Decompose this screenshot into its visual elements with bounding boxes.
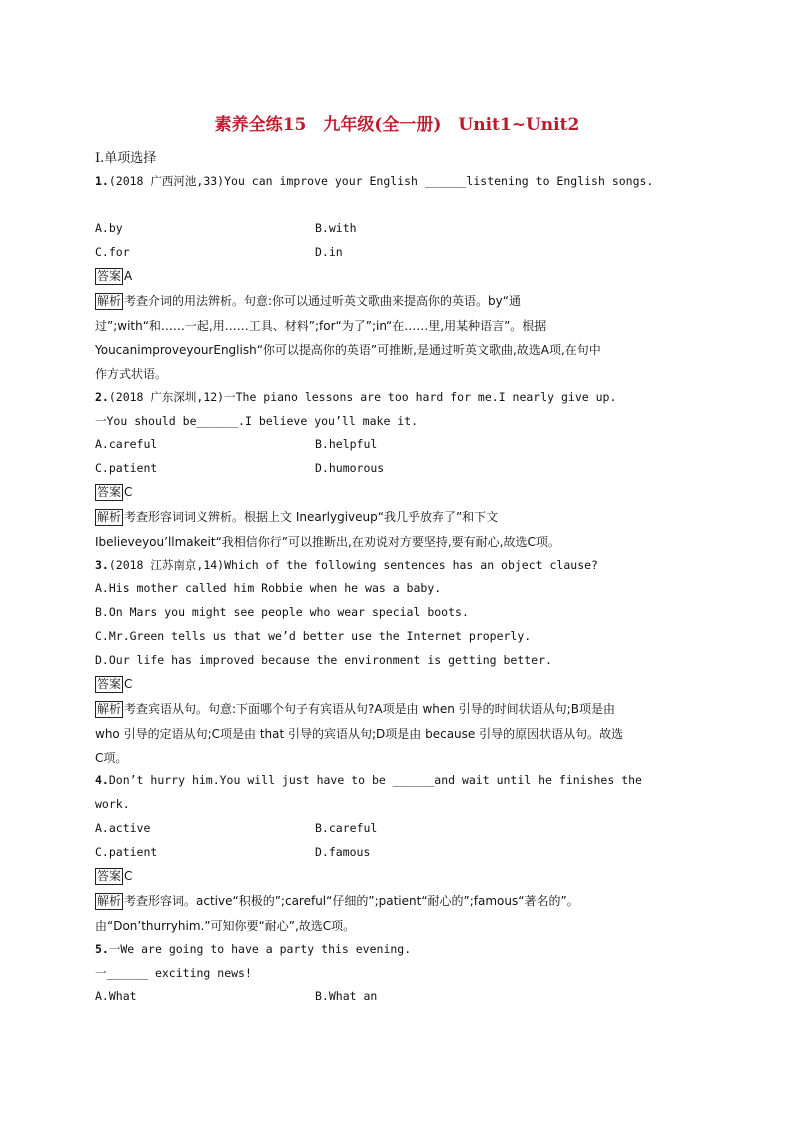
question-number: 5.	[95, 942, 109, 956]
option-a: A.careful	[95, 437, 158, 451]
option-d: D.in	[315, 245, 343, 259]
answer-tag: 答案	[97, 269, 122, 283]
question-5-options-row1	[95, 989, 378, 1003]
answer-tag: 答案	[97, 485, 122, 499]
page-title: 素养全练15 九年级(全一册) Unit1~Unit2	[214, 115, 580, 135]
option-a: A.What	[95, 989, 137, 1003]
option-a: A.by	[95, 221, 123, 235]
question-5-stem: 5.一We are going to have a party this evening.	[95, 942, 412, 956]
question-4-answer: 答案 C	[97, 869, 133, 883]
question-1-analysis-line2: 过”;with“和……一起,用……工具、材料”;for“为了”;in“在……里,用某种语言”。根据	[95, 319, 547, 333]
option-b: B.careful	[315, 821, 378, 835]
question-number: 4.	[95, 773, 109, 787]
question-3-stem: 3.(2018 江苏南京,14)Which of the following sentences has an object clause?	[95, 558, 598, 572]
question-3-analysis: 解析 考查宾语从句。句意:下面哪个句子有宾语从句?A项是由 when 引导的时间状语从句;B项是由	[97, 702, 615, 716]
question-2-options-row2	[95, 461, 385, 475]
option-c: C.for	[95, 245, 130, 259]
question-2-analysis-line2: Ibelieveyou’llmakeit“我相信你行”可以推断出,在劝说对方要坚持,要有耐心,故选C项。	[95, 535, 560, 549]
section-heading: Ⅰ.单项选择	[95, 151, 157, 166]
option-d: D.humorous	[315, 461, 385, 475]
question-1-options-row2	[95, 245, 343, 259]
answer-tag: 答案	[97, 677, 122, 691]
question-1-analysis-line4: 作方式状语。	[95, 367, 168, 381]
question-4-stem: 4.Don’t hurry him.You will just have to be ______and wait until he finishes the	[95, 773, 642, 787]
question-2-analysis: 解析 考查形容词词义辨析。根据上文 Inearlygiveup“我几乎放弃了”和下文	[97, 510, 499, 524]
option-c: C.patient	[95, 461, 158, 475]
question-3-option-c: C.Mr.Green tells us that we’d better use the Internet properly.	[95, 629, 532, 643]
question-number: 3.	[95, 558, 109, 572]
question-number: 1.	[95, 174, 109, 188]
analysis-tag: 解析	[97, 894, 122, 908]
analysis-tag: 解析	[97, 510, 122, 524]
analysis-tag: 解析	[97, 702, 122, 716]
question-number: 2.	[95, 390, 109, 404]
analysis-tag: 解析	[97, 294, 122, 308]
question-3-option-a: A.His mother called him Robbie when he was a baby.	[95, 581, 442, 595]
question-3-analysis-line2: who 引导的定语从句;C项是由 that 引导的宾语从句;D项是由 because 引导的原因状语从句。故选	[95, 727, 624, 741]
option-b: B.helpful	[315, 437, 378, 451]
question-3-option-b: B.On Mars you might see people who wear special boots.	[95, 605, 469, 619]
option-a: A.active	[95, 821, 151, 835]
question-3-answer: 答案 C	[97, 677, 133, 691]
question-4-analysis: 解析 考查形容词。active“积极的”;careful“仔细的”;patient“耐心的”;famous“著名的”。	[97, 894, 579, 908]
question-1-analysis: 解析 考查介词的用法辨析。句意:你可以通过听英文歌曲来提高你的英语。by“通	[97, 294, 521, 308]
question-4-options-row2	[95, 845, 371, 859]
question-5-stem-line2: 一______ exciting news!	[95, 966, 252, 980]
question-2-stem: 2.(2018 广东深圳,12)一The piano lessons are too hard for me.I nearly give up.	[95, 390, 617, 404]
question-2-stem-line2: 一You should be______.I believe you’ll make it.	[95, 414, 419, 428]
question-3-analysis-line3: C项。	[95, 751, 128, 765]
option-c: C.patient	[95, 845, 158, 859]
question-1-stem: 1.(2018 广西河池,33)You can improve your English ______listening to English songs.	[95, 174, 654, 188]
option-d: D.famous	[315, 845, 371, 859]
question-4-stem-line2: work.	[95, 797, 130, 811]
option-b: B.What an	[315, 989, 378, 1003]
question-1-options-row1	[95, 221, 357, 235]
option-b: B.with	[315, 221, 357, 235]
question-4-options-row1	[95, 821, 378, 835]
question-2-options-row1	[95, 437, 378, 451]
question-3-option-d: D.Our life has improved because the environment is getting better.	[95, 653, 552, 667]
question-1-analysis-line3: YoucanimproveyourEnglish“你可以提高你的英语”可推断,是通过听英文歌曲,故选A项,在句中	[95, 343, 601, 357]
question-1-answer: 答案 A	[97, 269, 133, 283]
question-4-analysis-line2: 由“Don’thurryhim.”可知你要“耐心”,故选C项。	[95, 919, 356, 933]
answer-tag: 答案	[97, 869, 122, 883]
question-2-answer: 答案 C	[97, 485, 133, 499]
